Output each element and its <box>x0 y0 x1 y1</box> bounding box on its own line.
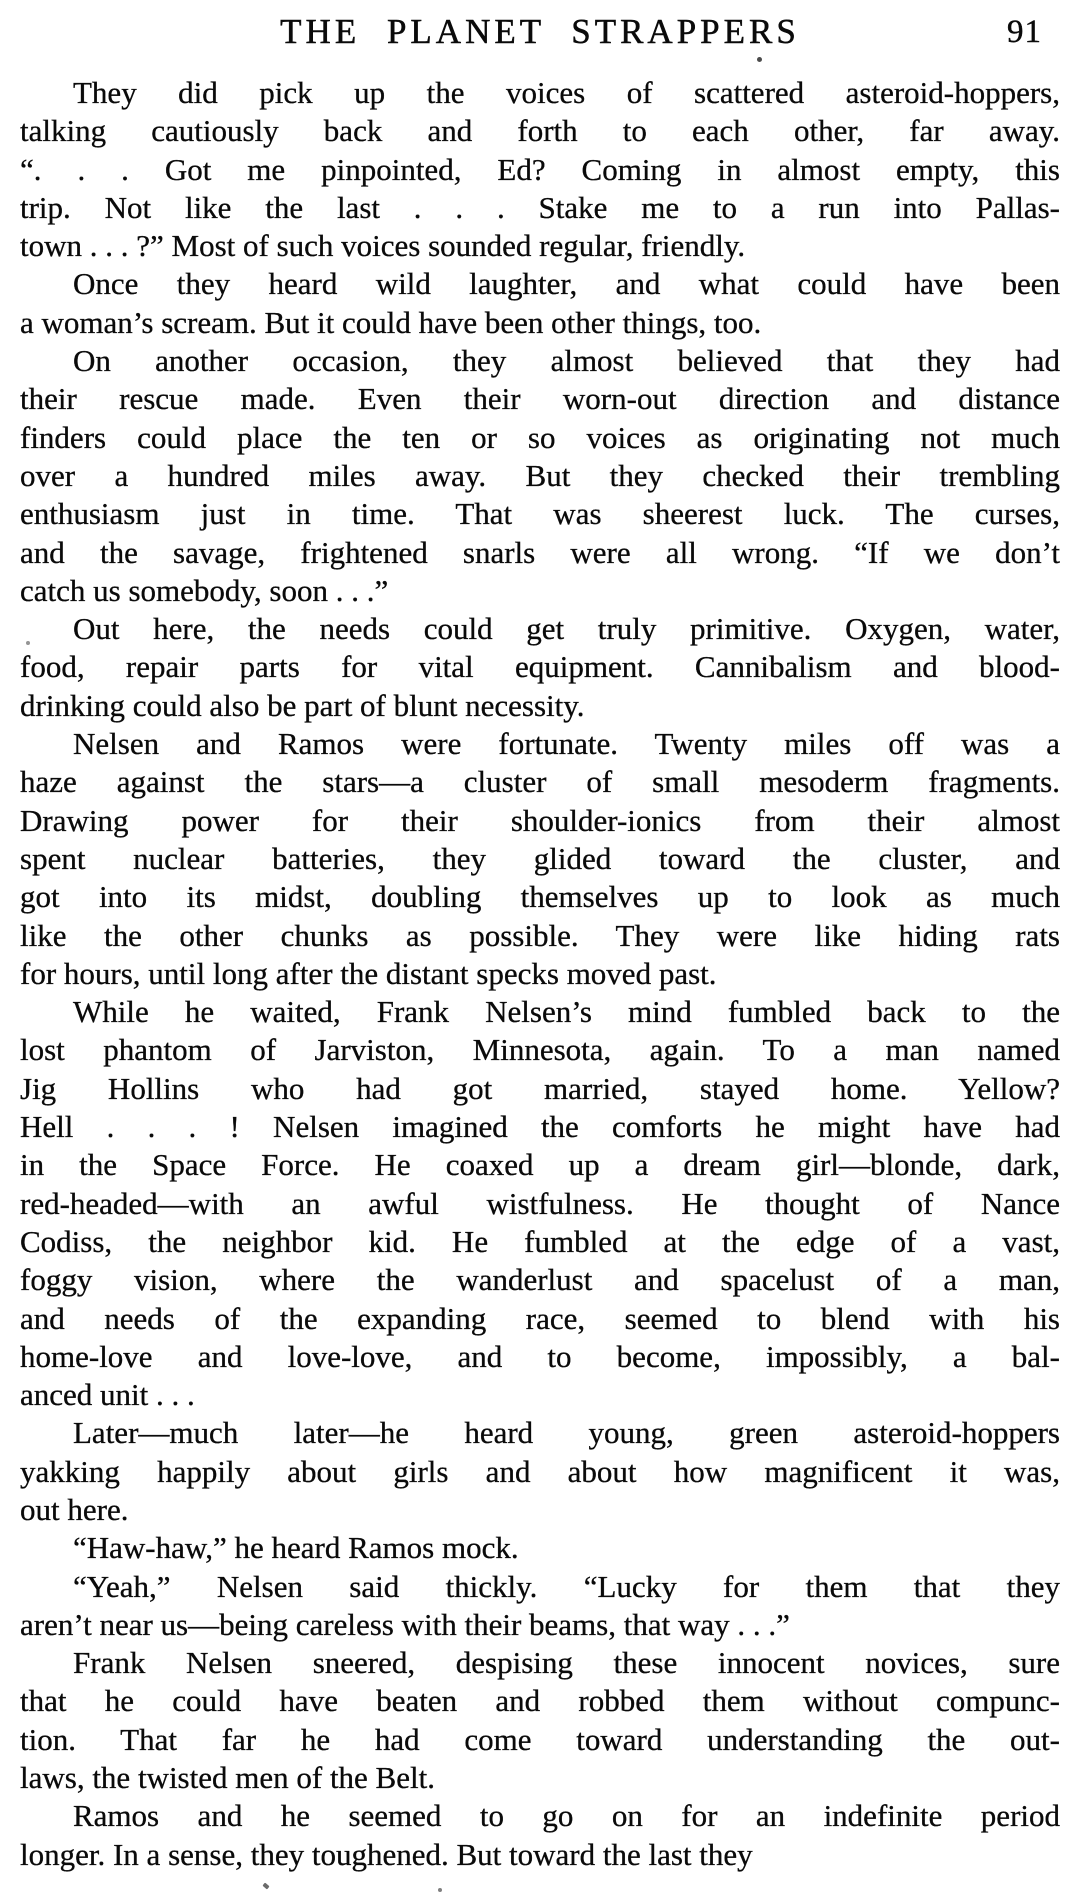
text-line: talking cautiously back and forth to each other, far away. <box>20 113 1060 149</box>
text-line: While he waited, Frank Nelsen’s mind fumbled back to the <box>73 994 1060 1030</box>
text-line: longer. In a sense, they toughened. But toward the last they <box>20 1836 753 1872</box>
text-line: drinking could also be part of blunt necessity. <box>20 687 585 723</box>
text-line: got into its midst, doubling themselves up to look as much <box>20 879 1060 915</box>
text-line: their rescue made. Even their worn-out direction and distance <box>20 381 1060 417</box>
text-line: aren’t near us—being careless with their beams, that way . . .” <box>20 1606 790 1642</box>
text-line: “Haw-haw,” he heard Ramos mock. <box>73 1530 519 1566</box>
text-line: On another occasion, they almost believed that they had <box>73 343 1060 379</box>
text-line: anced unit . . . <box>20 1377 195 1413</box>
scan-speck <box>262 1883 269 1890</box>
text-line: Frank Nelsen sneered, despising these innocent novices, sure <box>73 1645 1060 1681</box>
text-line: Once they heard wild laughter, and what could have been <box>73 266 1060 302</box>
text-line: Jig Hollins who had got married, stayed home. Yellow? <box>20 1070 1060 1106</box>
text-line: Ramos and he seemed to go on for an indefinite period <box>73 1798 1060 1834</box>
text-line: “Yeah,” Nelsen said thickly. “Lucky for them that they <box>73 1568 1060 1604</box>
text-line: haze against the stars—a cluster of small mesoderm fragments. <box>20 764 1060 800</box>
page-number: 91 <box>1007 14 1042 50</box>
scan-speck <box>438 1888 442 1892</box>
text-line: spent nuclear batteries, they glided toward the cluster, and <box>20 840 1060 876</box>
text-line: They did pick up the voices of scattered asteroid-hoppers, <box>73 75 1060 110</box>
text-line: red-headed—with an awful wistfulness. He thought of Nance <box>20 1185 1060 1221</box>
text-line: home-love and love-love, and to become, impossibly, a bal- <box>20 1338 1060 1374</box>
text-line: food, repair parts for vital equipment. Cannibalism and blood- <box>20 649 1060 685</box>
text-line: Hell . . . ! Nelsen imagined the comforts he might have had <box>20 1109 1060 1145</box>
page-header <box>0 8 1080 60</box>
text-line: “. . . Got me pinpointed, Ed? Coming in almost empty, this <box>20 151 1060 187</box>
text-line: yakking happily about girls and about how magnificent it was, <box>20 1453 1060 1489</box>
text-line: over a hundred miles away. But they checked their trembling <box>20 457 1060 493</box>
text-line: out here. <box>20 1491 129 1527</box>
scan-speck <box>757 57 762 62</box>
text-line: lost phantom of Jarviston, Minnesota, again. To a man named <box>20 1032 1060 1068</box>
text-line: finders could place the ten or so voices as originating not much <box>20 419 1060 455</box>
text-line: town . . . ?” Most of such voices sounded regular, friendly. <box>20 228 746 264</box>
text-line: Codiss, the neighbor kid. He fumbled at the edge of a vast, <box>20 1223 1060 1259</box>
text-line: and the savage, frightened snarls were all wrong. “If we don’t <box>20 534 1060 570</box>
running-title: THE PLANET STRAPPERS <box>280 12 800 51</box>
text-line: and needs of the expanding race, seemed to blend with his <box>20 1300 1060 1336</box>
text-line: foggy vision, where the wanderlust and spacelust of a man, <box>20 1262 1060 1298</box>
text-line: Nelsen and Ramos were fortunate. Twenty miles off was a <box>73 726 1060 762</box>
text-line: enthusiasm just in time. That was sheerest luck. The curses, <box>20 496 1060 532</box>
text-line: like the other chunks as possible. They were like hiding rats <box>20 917 1060 953</box>
text-line: laws, the twisted men of the Belt. <box>20 1760 435 1796</box>
text-line: a woman’s scream. But it could have been other things, too. <box>20 304 762 340</box>
page-body <box>20 74 1060 1874</box>
text-line: Drawing power for their shoulder-ionics from their almost <box>20 802 1060 838</box>
text-line: trip. Not like the last . . . Stake me to a run into Pallas- <box>20 189 1060 225</box>
scan-speck <box>26 641 30 645</box>
text-line: in the Space Force. He coaxed up a dream girl—blonde, dark, <box>20 1147 1060 1183</box>
text-line: Later—much later—he heard young, green asteroid-hoppers <box>73 1415 1060 1451</box>
text-line: for hours, until long after the distant specks moved past. <box>20 955 717 991</box>
text-line: that he could have beaten and robbed them without compunc- <box>20 1683 1060 1719</box>
text-line: catch us somebody, soon . . .” <box>20 572 389 608</box>
text-line: tion. That far he had come toward understanding the out- <box>20 1721 1060 1757</box>
text-line: Out here, the needs could get truly primitive. Oxygen, water, <box>73 611 1060 647</box>
